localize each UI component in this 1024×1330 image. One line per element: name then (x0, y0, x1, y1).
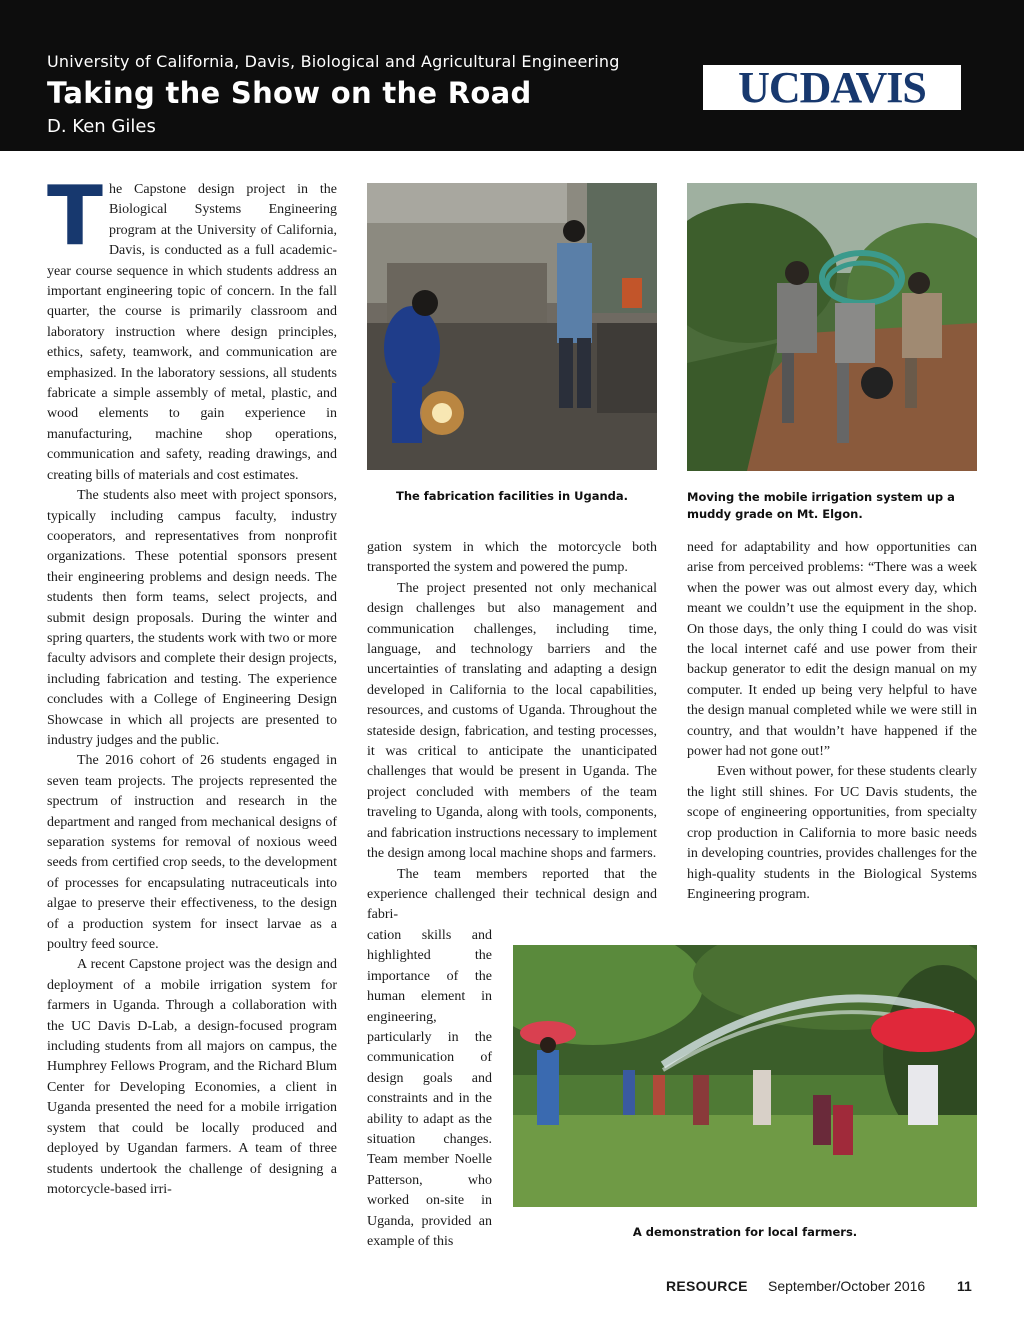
paragraph-1 (47, 169, 337, 486)
demonstration-caption: A demonstration for local farmers. (632, 1225, 858, 1239)
paragraph-8: need for adaptability and how opportunities can arise from perceived problems: “There was a week when the power was out almost every day, which meant we couldn’t use the equipment in the shop. On those days, the only thing I could do was visit the local internet café and use power from their backup generator to edit the design manual on my computer. It ended up being very helpful to have the design manual completed while we were still in country, and that wouldn’t have happened if the power had not gone out!” (687, 540, 977, 760)
paragraph-9: Even without power, for these students clearly the light still shines. For UC Davis students, the scope of engineering opportunities, from specialty crop production in California to more basic needs in developing countries, provides challenges for the high-quality students in the Biological Systems Engineering program. (687, 764, 977, 902)
demonstration-photo (513, 945, 977, 1207)
irrigation-caption: Moving the mobile irrigation system up a muddy grade on Mt. Elgon. (687, 490, 955, 521)
paragraph-1-text: he Capstone design project in the Biological Systems Engineering program at the University of California, Davis, is conducted as a full academic-year course sequence in which students address an important engineering topic of concern. In the fall quarter, the course is primarily classroom and laboratory instruction where design principles, ethics, safety, teamwork, and communication are emphasized. In the laboratory sessions, all students fabricate a simple assembly of metal, plastic, and wood elements to gain experience in manufacturing, machine shop operations, communication and safety, reading drawings, and creating bills of materials and cost estimates. (47, 182, 337, 483)
paragraph-7-continued: cation skills and highlighted the importance of the human element in engineering, particularly in the communication of design goals and constraints and in the ability to adapt as the situation changes. Team member Noelle Patterson, who worked on-site in Uganda, provided an example of this (367, 928, 492, 1250)
drop-cap: T (47, 169, 103, 264)
fabrication-caption: The fabrication facilities in Uganda. (395, 489, 629, 503)
article-title: Taking the Show on the Road (47, 76, 532, 110)
paragraph-7: The team members reported that the experience challenged their technical design and fabri- (367, 866, 657, 923)
paragraph-5: gation system in which the motorcycle both transported the system and powered the pump. (367, 540, 657, 576)
article-column-3 (687, 538, 977, 905)
paragraph-2: The students also meet with project sponsors, typically including campus faculty, industry cooperators, and representatives from nonprofit organizations. These potential sponsors present their engineering problems and design needs. The students then form teams, select projects, and submit design proposals. During the winter and spring quarters, the students work with two or more faculty advisors and complete their design projects, including fabrication and testing. The experience concludes with a College of Engineering Design Showcase in which all projects are presented to industry judges and the public. (47, 488, 337, 748)
irrigation-photo (687, 183, 977, 471)
article-column-2 (367, 538, 657, 926)
fabrication-photo (367, 183, 657, 470)
magazine-name: RESOURCE (666, 1278, 748, 1294)
article-column-1 (47, 169, 337, 1200)
logo-wordmark: UCDAVIS (738, 63, 926, 112)
issue-date: September/October 2016 (768, 1278, 926, 1294)
ucdavis-logo (703, 65, 961, 110)
paragraph-6: The project presented not only mechanical design challenges but also management and communication challenges, including time, language, and technology barriers and the uncertainties of translating and adapting a design developed in California to the local capabilities, resources, and customs of Uganda. Throughout the stateside design, fabrication, and testing processes, it was critical to anticipate the unanticipated challenges that would be present in Uganda. The project concluded with members of the team traveling to Uganda, along with tools, components, and fabrication instructions necessary to implement the design among local machine shops and farmers. (367, 580, 657, 862)
header-band (0, 0, 1024, 151)
department-line: University of California, Davis, Biological and Agricultural Engineering (47, 52, 620, 71)
paragraph-4: A recent Capstone project was the design and deployment of a mobile irrigation system for farmers in Uganda. Through a collaboration with the UC Davis D-Lab, a design-focused program including students from all majors on campus, the Humphrey Fellows Program, and the Richard Blum Center for Developing Economies, a client in Uganda presented the need for a mobile irrigation system that could be locally produced and deployed by Ugandan farmers. A team of three students undertook the challenge of designing a motorcycle-based irri- (47, 957, 337, 1197)
article-column-2-continued (367, 926, 492, 1253)
paragraph-3: The 2016 cohort of 26 students engaged in seven team projects. The projects represented the spectrum of instruction and research in the department and ranged from mechanical designs of separation systems for removal of noxious weed seeds from certified crop seeds, to the development of processes for encapsulating nutraceuticals into algae to preserve their effectiveness, to the design of a production system for insect larvae as a poultry feed source. (47, 753, 337, 953)
author-name: D. Ken Giles (47, 116, 156, 137)
page-number: 11 (957, 1278, 972, 1294)
